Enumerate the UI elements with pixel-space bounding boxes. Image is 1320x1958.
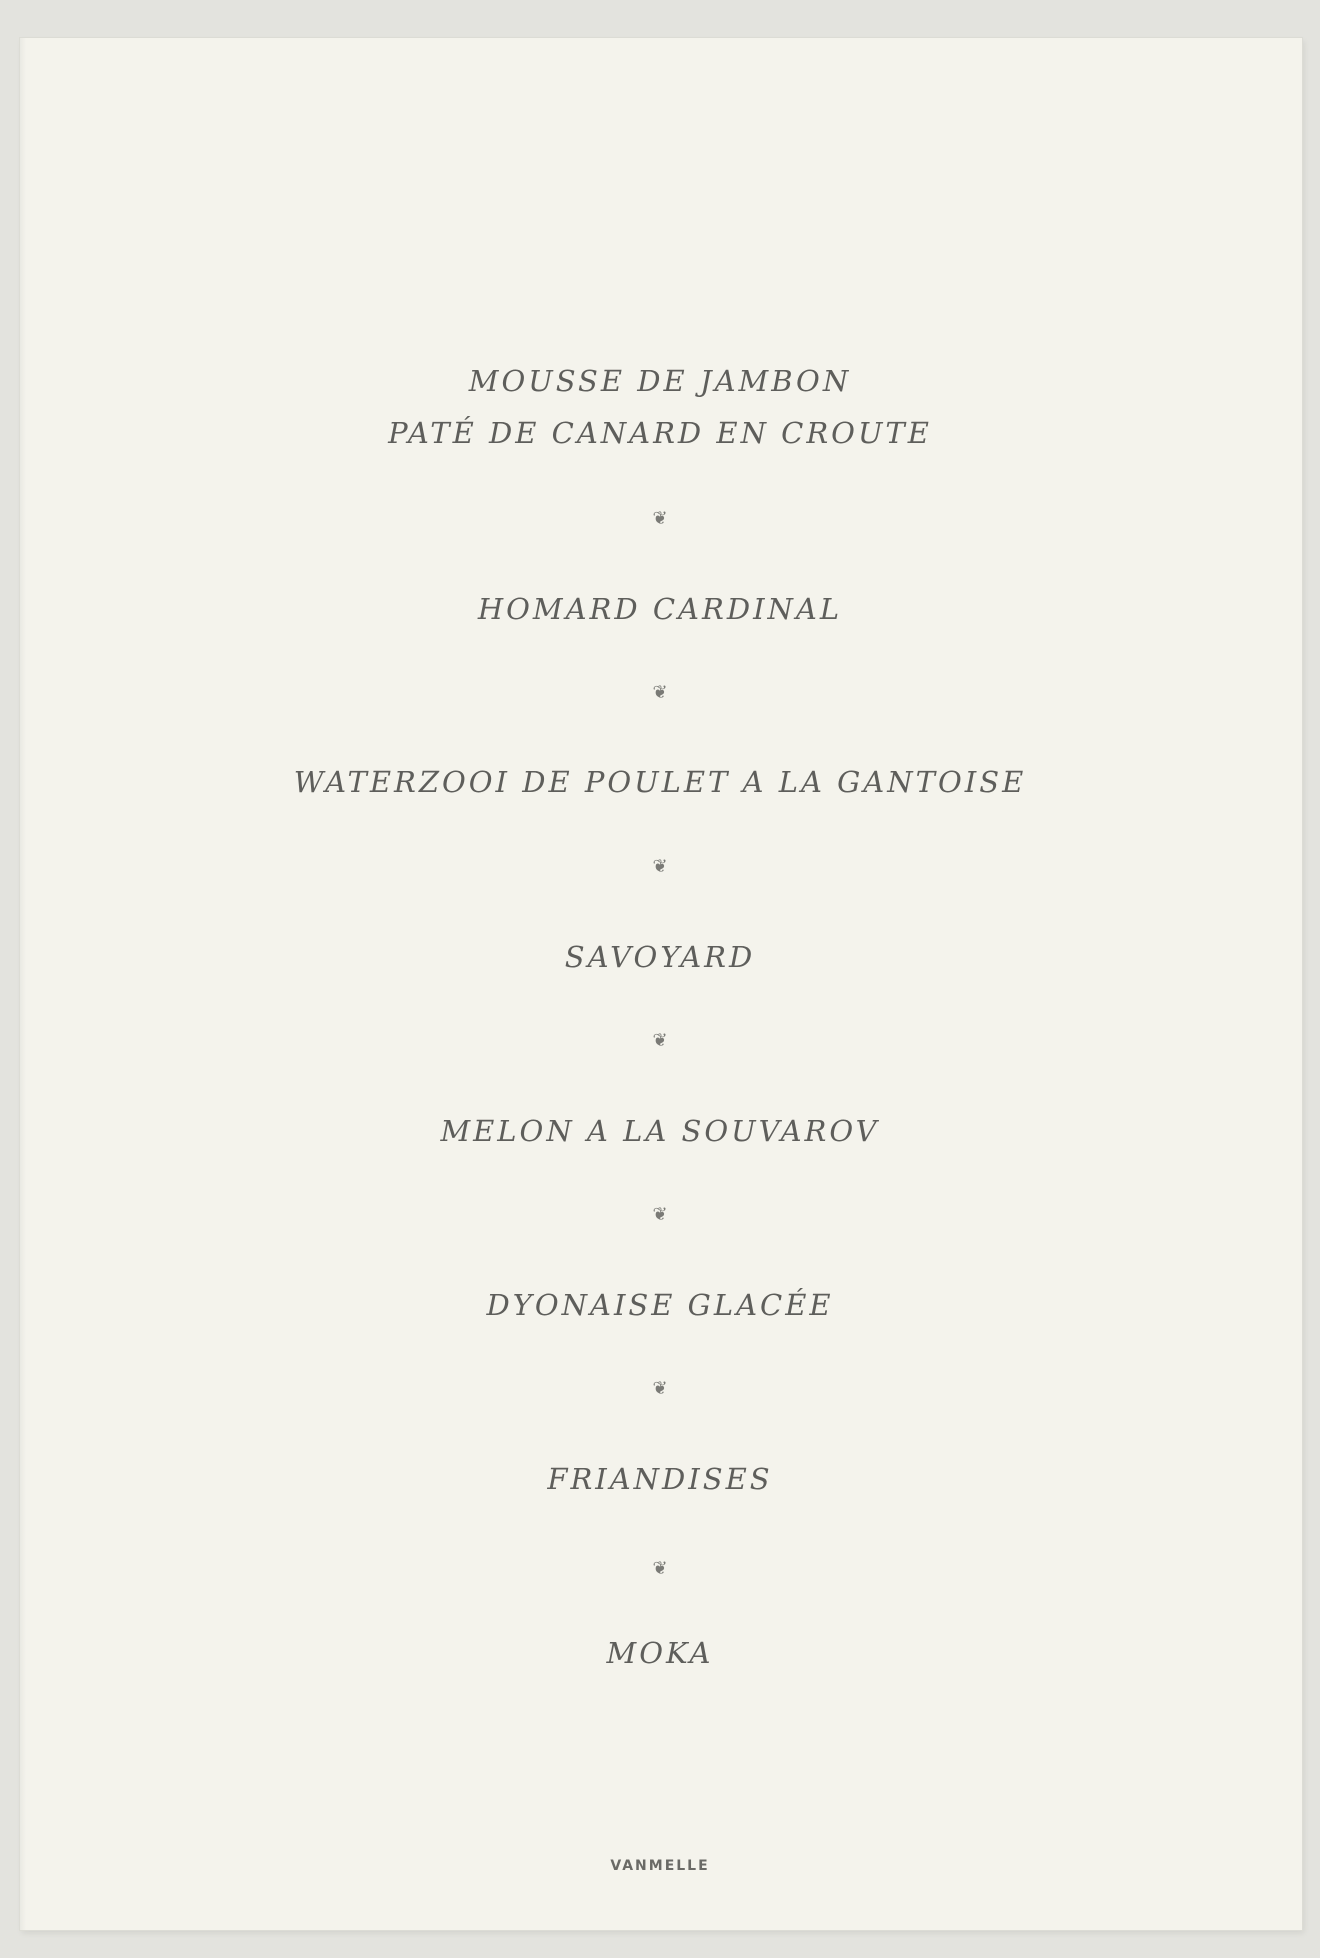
- menu-item-melon-souvarov: MELON A LA SOUVAROV: [440, 1114, 880, 1148]
- heart-flourish-icon: ❦: [652, 1378, 668, 1399]
- heart-flourish-icon: ❦: [652, 1204, 668, 1225]
- menu-item-homard-cardinal: HOMARD CARDINAL: [477, 592, 843, 626]
- menu-item-waterzooi: WATERZOOI DE POULET A LA GANTOISE: [293, 765, 1027, 799]
- heart-flourish-icon: ❦: [652, 1030, 668, 1051]
- heart-flourish-icon: ❦: [652, 682, 668, 703]
- menu-item-moka: MOKA: [606, 1636, 714, 1670]
- heart-flourish-icon: ❦: [652, 508, 668, 529]
- menu-item-mousse-de-jambon: MOUSSE DE JAMBON: [468, 364, 852, 398]
- menu-item-savoyard: SAVOYARD: [564, 940, 756, 974]
- menu-item-friandises: FRIANDISES: [547, 1462, 773, 1496]
- menu-item-pate-de-canard: PATÉ DE CANARD EN CROUTE: [388, 416, 932, 450]
- heart-flourish-icon: ❦: [652, 856, 668, 877]
- heart-flourish-icon: ❦: [652, 1558, 668, 1579]
- menu-item-dyonaise-glacee: DYONAISE GLACÉE: [486, 1288, 834, 1322]
- printer-imprint: VANMELLE: [610, 1858, 710, 1874]
